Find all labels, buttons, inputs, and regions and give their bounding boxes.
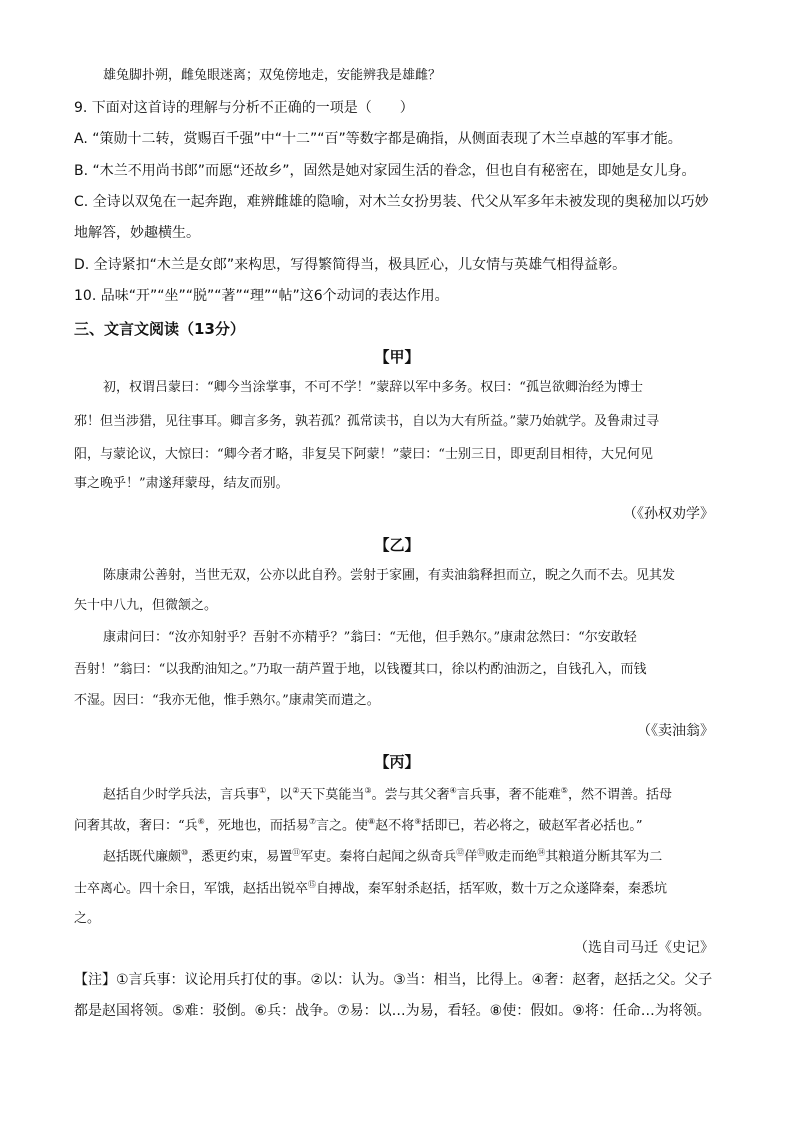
passage-yi-header: 【乙】: [374, 536, 420, 554]
passage-bing-source: （选自司马迁《史记》: [574, 940, 714, 956]
passage-yi-line: 康肃问曰：“汝亦知射乎？吾射不亦精乎？”翁曰：“无他，但手熟尔。”康肃忿然曰：“尔安敢轻: [103, 630, 637, 645]
passage-yi-line: 矢十中八九，但微颔之。: [74, 598, 218, 613]
question-10: 10. 品味“开”“坐”“脱”“著”“理”“帖”这6个动词的表达作用。: [74, 288, 449, 304]
passage-jia-line: 事之晚乎！”肃遂拜蒙母，结友而别。: [74, 476, 289, 491]
passage-yi-line: 吾射！”翁曰：“以我酌油知之。”乃取一葫芦置于地，以钱覆其口，徐以杓酌油沥之，自钱孔入，而钱: [74, 662, 647, 677]
question-9-option-c-cont: 地解答，妙趣横生。: [74, 225, 200, 241]
passage-yi-source: （《卖油翁》: [637, 723, 714, 739]
passage-bing-line: 赵括既代廉颇⑩，悉更约束，易置⑪军吏。秦将白起闻之纵奇兵⑫佯⑬败走而绝⑭其粮道分断其军为二: [103, 848, 663, 865]
question-9-option-a: A. “策勋十二转，赏赐百千强”中“十二”“百”等数字都是确指，从侧面表现了木兰卓越的军事才能。: [74, 131, 682, 147]
passage-yi-line: 陈康肃公善射，当世无双，公亦以此自矜。尝射于家圃，有卖油翁释担而立，睨之久而不去。见其发: [103, 568, 676, 583]
question-9-option-d: D. 全诗紧扣“木兰是女郎”来构思，写得繁简得当，极具匠心，儿女情与英雄气相得益彰。: [74, 257, 627, 273]
passage-jia-source: （《孙权劝学》: [623, 506, 714, 522]
question-9-stem: 9. 下面对这首诗的理解与分析不正确的一项是（ ）: [74, 100, 414, 116]
passage-jia-line: 初，权谓吕蒙曰：“卿今当涂掌事，不可不学！”蒙辞以军中多务。权曰：“孤岂欲卿治经为博士: [103, 380, 643, 395]
poem-last-line: 雄兔脚扑朔，雌兔眼迷离；双兔傍地走，安能辨我是雄雌？: [103, 68, 442, 83]
passage-bing-line: 之。: [74, 911, 101, 926]
question-9-option-c: C. 全诗以双兔在一起奔跑，难辨雌雄的隐喻，对木兰女扮男装、代父从军多年未被发现的奥秘加以巧妙: [74, 194, 709, 210]
passage-jia-line: 邪！但当涉猎，见往事耳。卿言多务，孰若孤？孤常读书，自以为大有所益。”蒙乃始就学。及鲁肃过寻: [74, 414, 660, 429]
passage-jia-header: 【甲】: [374, 348, 420, 366]
passage-bing-line: 赵括自少时学兵法，言兵事①，以②天下莫能当③。尝与其父奢④言兵事，奢不能难⑤，然不谓善。括母: [103, 786, 672, 803]
passage-bing-line: 士卒离心。四十余日，军饿，赵括出锐卒⑮自搏战，秦军射杀赵括，括军败，数十万之众遂降秦，秦悉坑: [74, 880, 668, 897]
question-9-option-b: B. “木兰不用尚书郎”而愿“还故乡”，固然是她对家园生活的眷念，但也自有秘密在，即她是女儿身。: [74, 163, 696, 179]
passage-bing-header: 【丙】: [374, 753, 420, 771]
annotation-notes: 【注】①言兵事：议论用兵打仗的事。②以：认为。③当：相当，比得上。④奢：赵奢，赵括之父。父子: [74, 972, 713, 988]
passage-bing-line: 问奢其故，奢曰：“兵⑥，死地也，而括易⑦言之。使⑧赵不将⑨括即已，若必将之，破赵军者必括也。”: [74, 817, 643, 834]
passage-yi-line: 不湿。因曰：“我亦无他，惟手熟尔。”康肃笑而遣之。: [74, 693, 380, 708]
annotation-notes-cont: 都是赵国将领。⑤难：驳倒。⑥兵：战争。⑦易：以…为易，看轻。⑧使：假如。⑨将：任命…为将领。: [74, 1003, 711, 1019]
section-3-title: 三、文言文阅读（13分）: [74, 320, 245, 338]
passage-jia-line: 阳，与蒙论议，大惊曰：“卿今者才略，非复吴下阿蒙！”蒙曰：“士别三日，即更刮目相待，大兄何见: [74, 447, 653, 462]
